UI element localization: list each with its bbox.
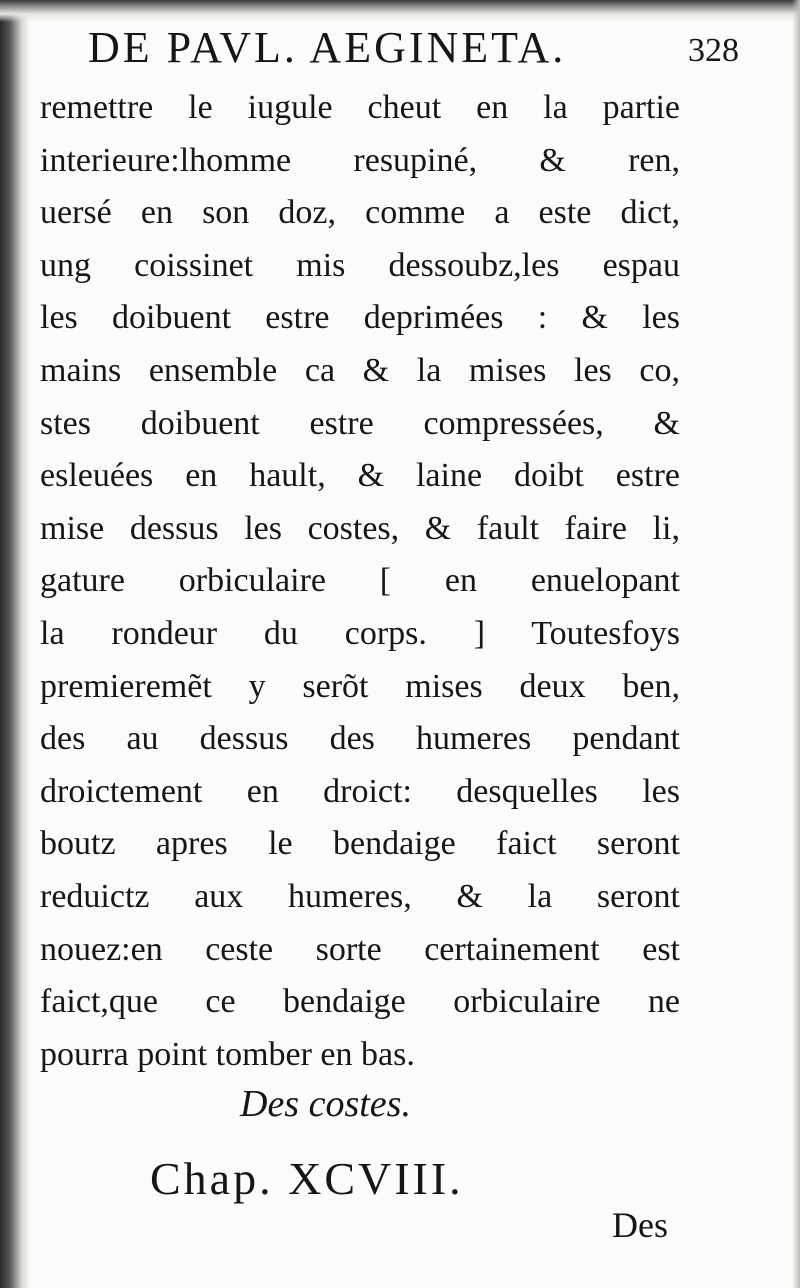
running-title: DE PAVL. AEGINETA. bbox=[88, 23, 567, 72]
page-number: 328 bbox=[688, 32, 739, 69]
text-line: esleuées en hault, & laine doibt estre bbox=[40, 457, 680, 495]
text-line: stes doibuent estre compressées, & bbox=[40, 404, 680, 442]
text-line: mains ensemble ca & la mises les co, bbox=[40, 351, 680, 389]
text-line: faict,que ce bendaige orbiculaire ne bbox=[40, 983, 680, 1021]
scan-edge-top bbox=[0, 0, 800, 22]
text-line: uersé en son doz, comme a este dict, bbox=[40, 194, 680, 232]
text-line: mise dessus les costes, & fault faire li, bbox=[40, 509, 680, 547]
scan-edge-right bbox=[792, 0, 800, 1288]
text-line: boutz apres le bendaige faict seront bbox=[40, 825, 680, 863]
section-title: Des costes. bbox=[240, 1083, 411, 1125]
text-line: nouez:en ceste sorte certainement est bbox=[40, 930, 680, 968]
text-line: ung coissinet mis dessoubz,les espau bbox=[40, 246, 680, 284]
text-line: remettre le iugule cheut en la partie bbox=[40, 89, 680, 126]
text-line: des au dessus des humeres pendant bbox=[40, 720, 680, 758]
scan-edge-left bbox=[0, 0, 30, 1288]
text-line: pourra point tomber en bas. bbox=[40, 1035, 415, 1073]
text-line: les doibuent estre deprimées : & les bbox=[40, 299, 680, 337]
chapter-heading: Chap. XCVIII. bbox=[150, 1153, 464, 1204]
text-line: droictement en droict: desquelles les bbox=[40, 772, 680, 810]
catchword: Des bbox=[612, 1205, 668, 1245]
text-line: premieremẽt y serõt mises deux ben, bbox=[40, 667, 680, 705]
text-line: gature orbiculaire [ en enuelopant bbox=[40, 562, 680, 600]
text-line: reduictz aux humeres, & la seront bbox=[40, 877, 680, 915]
text-line: la rondeur du corps. ] Toutesfoys bbox=[40, 614, 680, 652]
text-line: interieure:lhomme resupiné, & ren, bbox=[40, 141, 680, 179]
body-text bbox=[40, 82, 680, 1081]
